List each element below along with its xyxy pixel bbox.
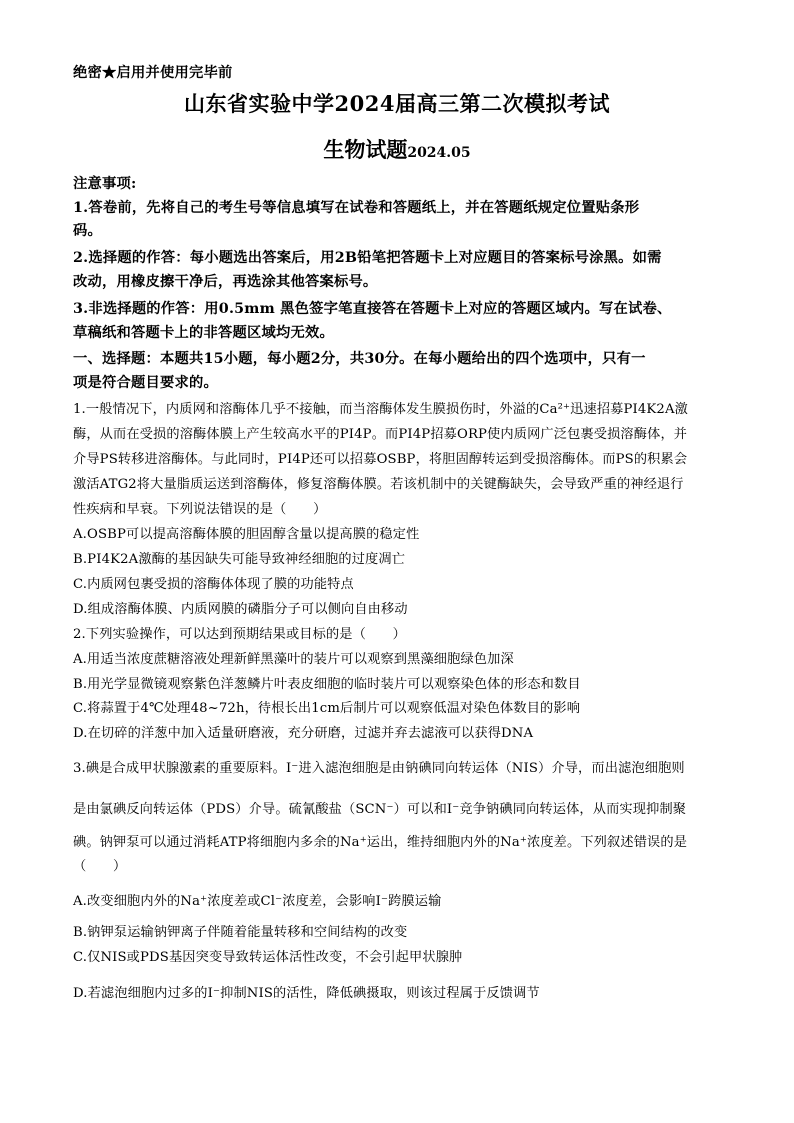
secret-mark: 绝密★启用并使用完毕前	[73, 65, 233, 81]
q3-option-a: A.改变细胞内外的Na⁺浓度差或Cl⁻浓度差，会影响I⁻跨膜运输	[73, 894, 442, 909]
q3-stem-line-4: （ ）	[73, 859, 127, 874]
q1-stem-line-1: 1.一般情况下，内质网和溶酶体几乎不接触，而当溶酶体发生膜损伤时，外溢的Ca²⁺迅速招募PI4K2A激	[73, 402, 688, 417]
notice-item-2-cont: 改动，用橡皮擦干净后，再选涂其他答案标号。	[73, 274, 378, 290]
q2-option-b: B.用光学显微镜观察紫色洋葱鳞片叶表皮细胞的临时装片可以观察染色体的形态和数目	[73, 677, 581, 692]
q3-option-d: D.若滤泡细胞内过多的I⁻抑制NIS的活性，降低碘摄取，则该过程属于反馈调节	[73, 986, 540, 1001]
notice-heading: 注意事项:	[73, 176, 137, 192]
section-heading-cont: 项是符合题目要求的。	[73, 375, 218, 391]
notice-item-1: 1.答卷前，先将自己的考生号等信息填写在试卷和答题纸上，并在答题纸规定位置贴条形	[73, 200, 640, 216]
q1-option-c: C.内质网包裹受损的溶酶体体现了膜的功能特点	[73, 577, 354, 592]
notice-item-3-cont: 草稿纸和答题卡上的非答题区域均无效。	[73, 325, 334, 341]
q2-option-a: A.用适当浓度蔗糖溶液处理新鲜黑藻叶的装片可以观察到黑藻细胞绿色加深	[73, 652, 514, 667]
notice-item-1-cont: 码。	[73, 223, 102, 239]
exam-title: 山东省实验中学2024届高三第二次模拟考试	[184, 91, 610, 116]
q2-option-d: D.在切碎的洋葱中加入适量研磨液，充分研磨，过滤并弃去滤液可以获得DNA	[73, 726, 534, 741]
subject-title	[0, 134, 794, 164]
q1-stem-line-4: 激活ATG2将大量脂质运送到溶酶体，修复溶酶体膜。若该机制中的关键酶缺失，会导致严重的神经退行	[73, 477, 684, 492]
section-heading: 一、选择题：本题共15小题，每小题2分，共30分。在每小题给出的四个选项中，只有一	[73, 351, 646, 367]
q1-stem-line-2: 酶，从而在受损的溶酶体膜上产生较高水平的PI4P。而PI4P招募ORP使内质网广泛包裹受损溶酶体，并	[73, 427, 688, 442]
q3-stem-line-1: 3.碘是合成甲状腺激素的重要原料。I⁻进入滤泡细胞是由钠碘同向转运体（NIS）介导，而出滤泡细胞则	[73, 761, 685, 776]
q3-stem-line-3: 碘。钠钾泵可以通过消耗ATP将细胞内多余的Na⁺运出，维持细胞内外的Na⁺浓度差。下列叙述错误的是	[73, 835, 688, 850]
notice-item-2: 2.选择题的作答：每小题选出答案后，用2B铅笔把答题卡上对应题目的答案标号涂黑。如需	[73, 250, 662, 266]
q1-stem-line-5: 性疾病和早衰。下列说法错误的是（ ）	[73, 502, 327, 517]
notice-item-3: 3.非选择题的作答：用0.5mm 黑色签字笔直接答在答题卡上对应的答题区域内。写在试卷、	[73, 301, 672, 317]
q2-option-c: C.将蒜置于4℃处理48~72h，待根长出1cm后制片可以观察低温对染色体数目的影响	[73, 701, 581, 716]
q3-option-c: C.仅NIS或PDS基因突变导致转运体活性改变，不会引起甲状腺肿	[73, 950, 463, 965]
q3-stem-line-2: 是由氯碘反向转运体（PDS）介导。硫氰酸盐（SCN⁻）可以和I⁻竞争钠碘同向转运体，从而实现抑制聚	[73, 802, 687, 817]
q2-stem: 2.下列实验操作，可以达到预期结果或目标的是（ ）	[73, 627, 406, 642]
subject-name: 生物试题	[323, 137, 408, 162]
q1-option-d: D.组成溶酶体膜、内质网膜的磷脂分子可以侧向自由移动	[73, 602, 408, 617]
q1-stem-line-3: 介导PS转移进溶酶体。与此同时，PI4P还可以招募OSBP，将胆固醇转运到受损溶酶体。而PS的积累会	[73, 452, 688, 467]
q3-option-b: B.钠钾泵运输钠钾离子伴随着能量转移和空间结构的改变	[73, 925, 408, 940]
exam-date: 2024.05	[407, 145, 471, 161]
q1-option-a: A.OSBP可以提高溶酶体膜的胆固醇含量以提高膜的稳定性	[73, 527, 420, 542]
q1-option-b: B.PI4K2A激酶的基因缺失可能导致神经细胞的过度凋亡	[73, 552, 406, 567]
